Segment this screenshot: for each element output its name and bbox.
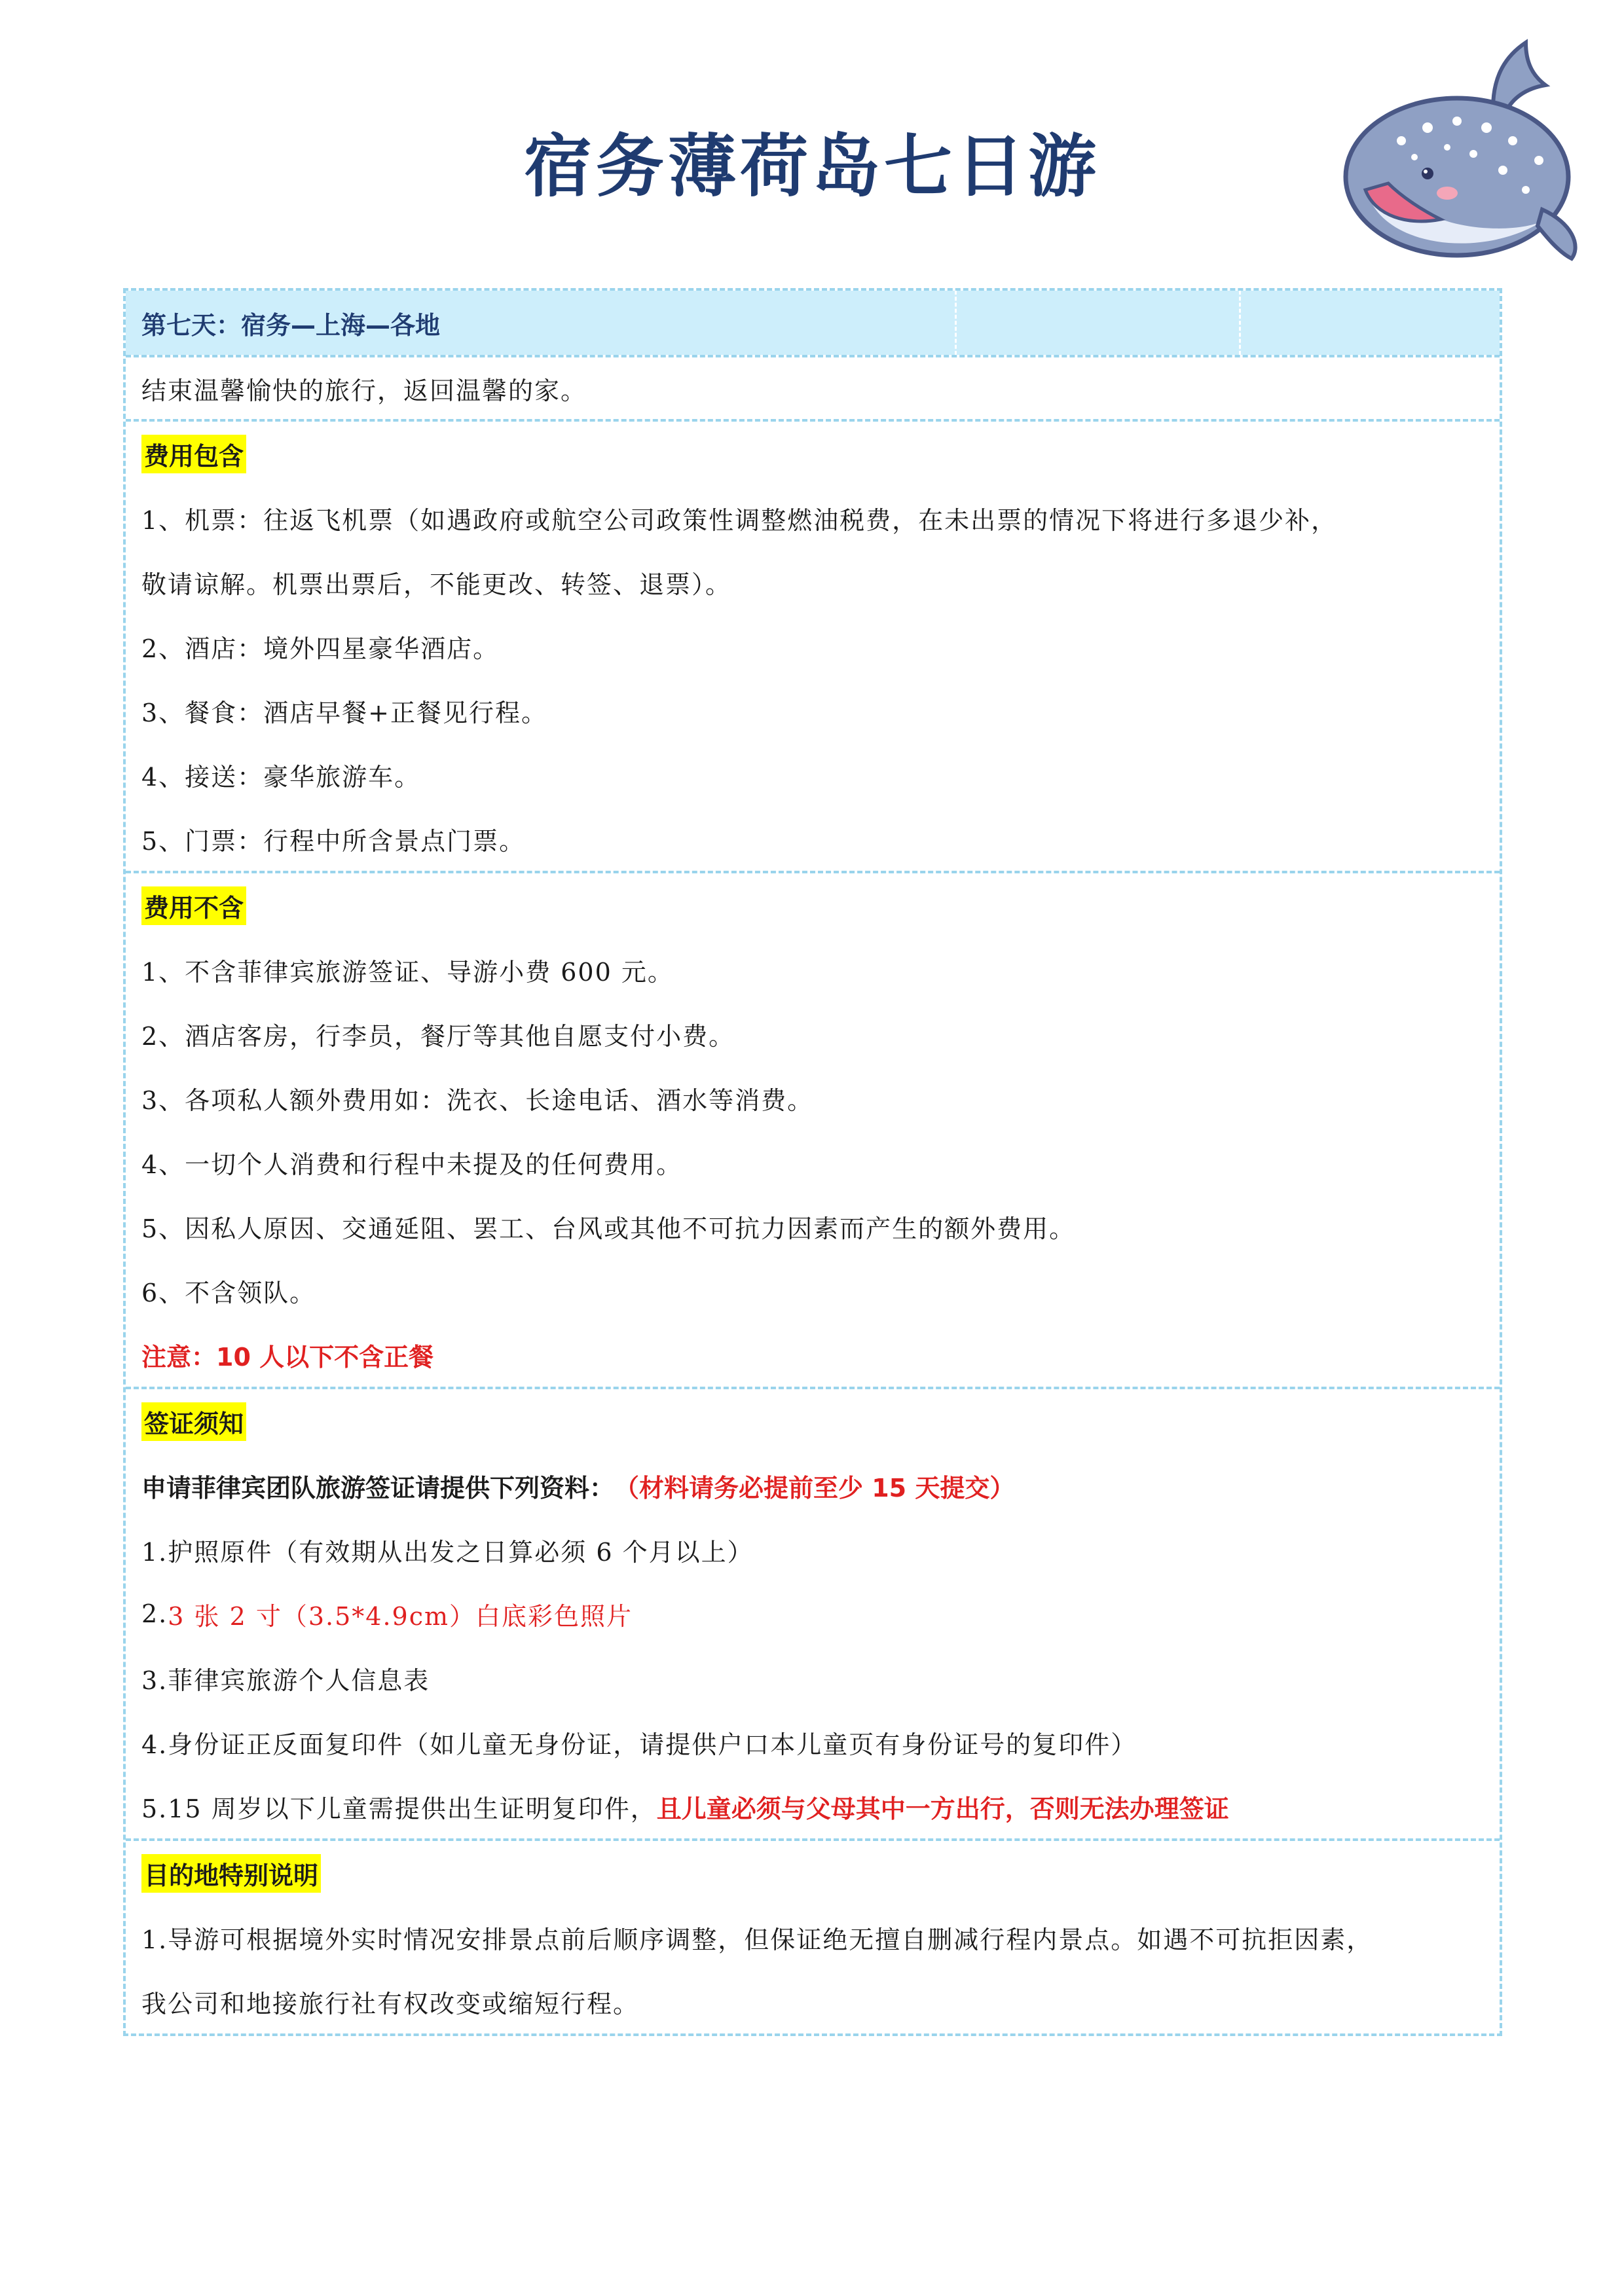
list-item: 3、餐食：酒店早餐+正餐见行程。 <box>141 698 548 727</box>
day7-description: 结束温馨愉快的旅行，返回温馨的家。 <box>126 355 1500 419</box>
list-item: 6、不含领队。 <box>141 1278 316 1307</box>
list-item: 5、门票：行程中所含景点门票。 <box>141 826 526 856</box>
list-item: 3、各项私人额外费用如：洗衣、长途电话、酒水等消费。 <box>141 1085 814 1115</box>
list-item <box>126 1774 1500 1838</box>
photo-requirement: 3 张 2 寸（3.5*4.9cm）白底彩色照片 <box>168 1601 633 1631</box>
column-divider <box>1239 291 1241 355</box>
list-item: 1.护照原件（有效期从出发之日算必须 6 个月以上） <box>141 1537 754 1567</box>
fees-excluded-section <box>126 871 1500 1387</box>
page-title: 宿务薄荷岛七日游 <box>523 126 1100 206</box>
list-item: 4.身份证正反面复印件（如儿童无身份证，请提供户口本儿童页有身份证号的复印件） <box>141 1730 1137 1759</box>
list-item: 2、酒店：境外四星豪华酒店。 <box>141 634 500 663</box>
visa-deadline-note: （材料请务必提前至少 15 天提交） <box>614 1473 1015 1503</box>
section-heading: 费用不含 <box>141 886 246 925</box>
child-travel-warning: 且儿童必须与父母其中一方出行，否则无法办理签证 <box>656 1794 1229 1823</box>
list-item: 1.导游可根据境外实时情况安排景点前后顺序调整，但保证绝无擅自删减行程内景点。如遇不可抗拒因素， <box>141 1925 1373 1954</box>
column-divider <box>955 291 957 355</box>
visa-section <box>126 1387 1500 1838</box>
list-item-number: 2. <box>141 1599 168 1628</box>
itinerary-table <box>123 288 1502 2036</box>
list-item <box>126 1582 1500 1646</box>
list-item: 4、接送：豪华旅游车。 <box>141 762 421 792</box>
section-heading: 费用包含 <box>141 435 246 473</box>
whale-shark-icon <box>1329 36 1591 272</box>
day7-header <box>126 291 1500 355</box>
visa-intro <box>126 1453 1500 1518</box>
list-item: 我公司和地接旅行社有权改变或缩短行程。 <box>141 1989 640 2018</box>
list-item: 1、机票：往返飞机票（如遇政府或航空公司政策性调整燃油税费，在未出票的情况下将进行多退少补， <box>141 505 1338 535</box>
list-item: 3.菲律宾旅游个人信息表 <box>141 1666 430 1695</box>
list-item: 1、不含菲律宾旅游签证、导游小费 600 元。 <box>141 957 674 987</box>
list-item: 敬请谅解。机票出票后，不能更改、转签、退票）。 <box>141 570 732 599</box>
list-item-text: 5.15 周岁以下儿童需提供出生证明复印件， <box>141 1794 657 1823</box>
list-item: 2、酒店客房，行李员，餐厅等其他自愿支付小费。 <box>141 1021 735 1051</box>
destination-notes-section <box>126 1838 1500 2033</box>
list-item: 5、因私人原因、交通延阻、罢工、台风或其他不可抗力因素而产生的额外费用。 <box>141 1214 1076 1243</box>
day7-header-text: 第七天：宿务—上海—各地 <box>141 310 441 340</box>
fees-included-section <box>126 419 1500 871</box>
section-heading: 签证须知 <box>141 1402 246 1441</box>
visa-intro-text: 申请菲律宾团队旅游签证请提供下列资料： <box>141 1473 615 1503</box>
section-heading: 目的地特别说明 <box>141 1854 321 1893</box>
list-item: 4、一切个人消费和行程中未提及的任何费用。 <box>141 1150 683 1179</box>
meal-note: 注意：10 人以下不含正餐 <box>141 1342 434 1372</box>
